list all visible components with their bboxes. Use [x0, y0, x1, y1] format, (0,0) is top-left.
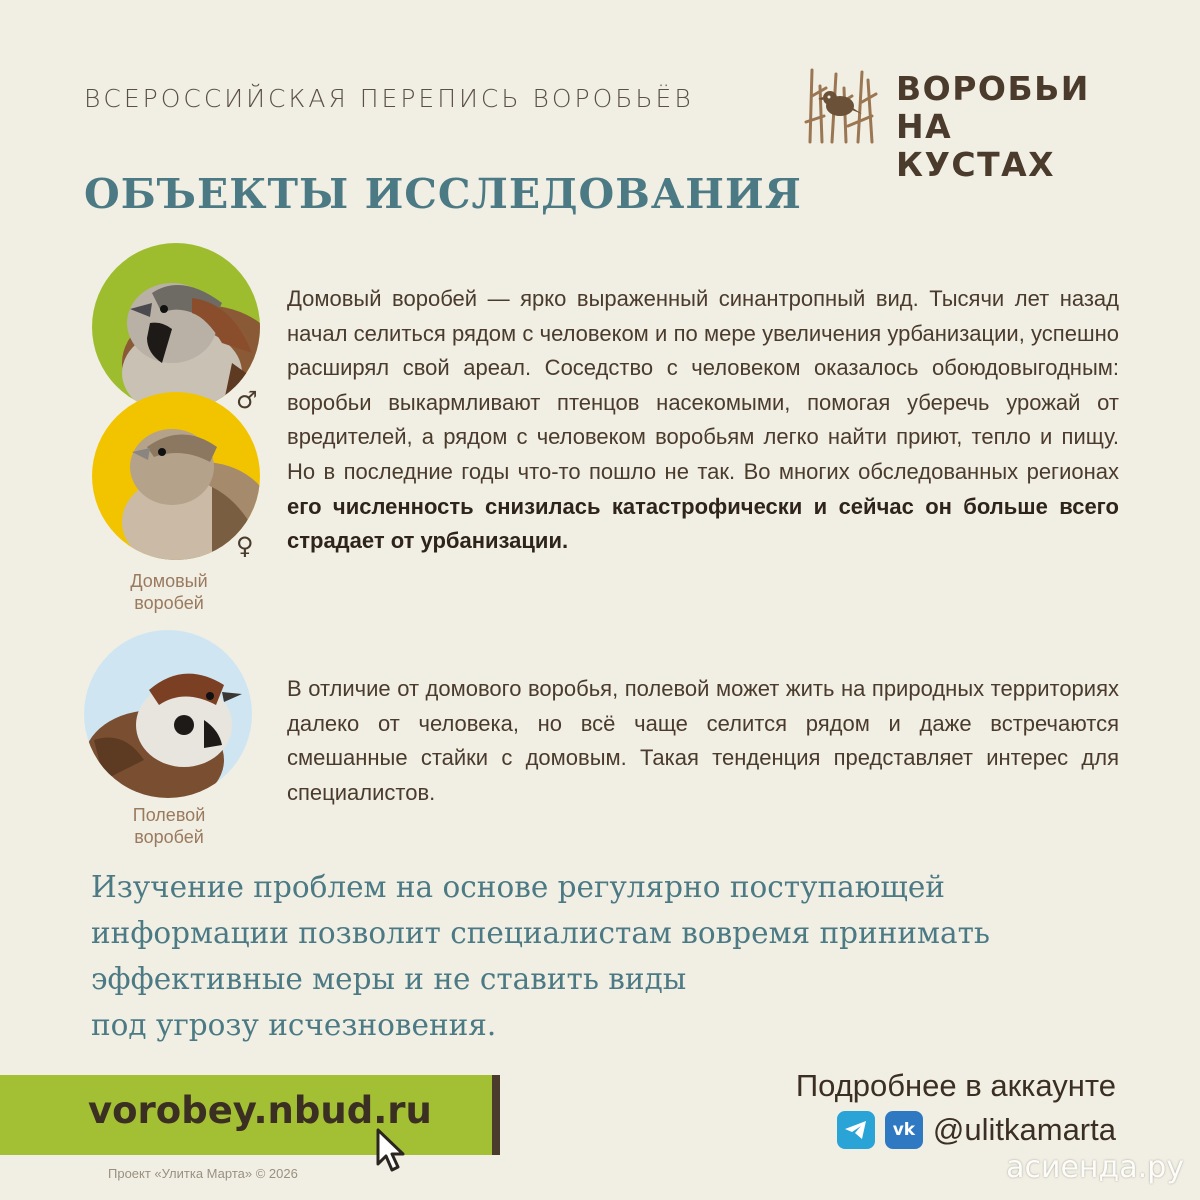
tree-sparrow-photo [84, 630, 252, 798]
account-handle[interactable]: @ulitkamarta [932, 1112, 1116, 1147]
male-symbol: ♂ [236, 386, 258, 414]
cursor-icon [374, 1128, 408, 1174]
copyright: Проект «Улитка Марта» © 2026 [108, 1166, 298, 1181]
account-row [837, 1110, 1116, 1150]
house-sparrow-caption: Домовый воробей [130, 571, 208, 613]
watermark: асиенда.ру [1006, 1150, 1184, 1185]
header-title: ВСЕРОССИЙСКАЯ ПЕРЕПИСЬ ВОРОБЬЁВ [84, 84, 694, 113]
website-link[interactable]: vorobey.nbud.ru [88, 1089, 432, 1132]
website-link-box[interactable] [0, 1075, 500, 1155]
telegram-icon[interactable] [837, 1111, 875, 1149]
conclusion-text: Изучение проблем на основе регулярно поступающей информации позволит специалистам вовремя принимать эффективные меры и не ставить виды под угрозу исчезновения. [91, 870, 990, 1042]
logo-sparrow-icon [802, 66, 880, 144]
logo-text: ВОРОБЬИ НА КУСТАХ [896, 69, 1090, 184]
house-sparrow-text: Домовый воробей — ярко выраженный синантропный вид. Тысячи лет назад начал селиться рядом с человеком и по мере увеличения урбанизации, успешно расширял свой ареал. Соседство с человеком оказалось обоюдовыгодным: воробьи выкармливают птенцов насекомыми, помогая уберечь урожай от вредителей, а рядом с человеком воробьям легко найти приют, тепло и пищу. Но в последние годы что-то пошло не так. Во многих обследованных регионах его численность снизилась катастрофически и сейчас он больше всего страдает от урбанизации. [287, 286, 1119, 554]
house-sparrow-male-photo [92, 243, 260, 411]
tree-sparrow-text: В отличие от домового воробья, полевой может жить на природных территориях далеко от человека, но всё чаще селится рядом и даже встречаются смешанные стайки с домовым. Такая тенденция представляет интерес для специалистов. [287, 676, 1119, 805]
female-symbol: ♀ [236, 532, 254, 560]
vk-icon[interactable]: vk [885, 1111, 923, 1149]
house-sparrow-female-photo [92, 392, 260, 560]
logo [802, 66, 1122, 184]
tree-sparrow-caption: Полевой воробей [132, 805, 206, 847]
more-in-account-label: Подробнее в аккаунте [795, 1068, 1116, 1103]
section-title: ОБЪЕКТЫ ИССЛЕДОВАНИЯ [84, 170, 802, 218]
house-sparrow-text-bold: его численность снизилась катастрофически и сейчас он больше всего страдает от урбанизации. [287, 493, 1119, 554]
